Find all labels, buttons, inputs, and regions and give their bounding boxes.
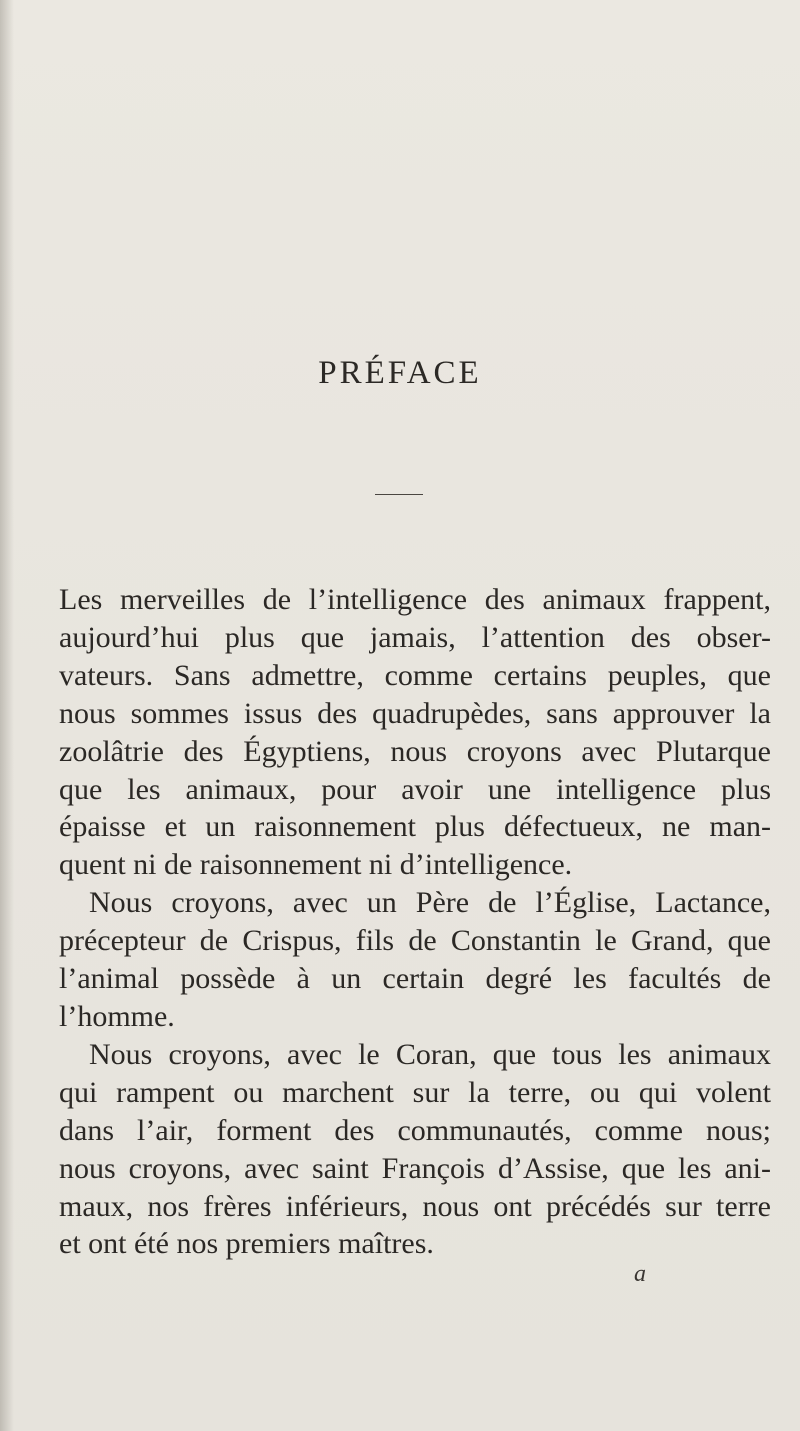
signature-mark: a — [634, 1261, 646, 1287]
text-line: nous sommes issus des quadrupèdes, sans approuver la — [59, 696, 771, 730]
text-line: qui rampent ou marchent sur la terre, ou qui volent — [59, 1075, 771, 1109]
text-line: que les animaux, pour avoir une intelligence plus — [59, 772, 771, 806]
text-line: nous croyons, avec saint François d’Assise, que les ani- — [59, 1151, 771, 1185]
text-line: vateurs. Sans admettre, comme certains peuples, que — [59, 658, 771, 692]
text-line: épaisse et un raisonnement plus défectueux, ne man- — [59, 810, 771, 844]
text-line: zoolâtrie des Égyptiens, nous croyons avec Plutarque — [59, 734, 771, 768]
text-line: maux, nos frères inférieurs, nous ont précédés sur terre — [59, 1189, 771, 1223]
text-line: précepteur de Crispus, fils de Constantin le Grand, que — [59, 924, 771, 958]
text-line: dans l’air, forment des communautés, comme nous; — [59, 1113, 771, 1147]
text-line: Les merveilles de l’intelligence des animaux frappent, — [59, 583, 771, 616]
text-line: aujourd’hui plus que jamais, l’attention des obser- — [59, 620, 771, 654]
text-line: l’animal possède à un certain degré les facultés de — [59, 962, 771, 996]
text-line: et ont été nos premiers maîtres. — [59, 1227, 434, 1261]
preface-body — [59, 581, 771, 1263]
text-line: l’homme. — [59, 999, 175, 1033]
page-title: PRÉFACE — [318, 355, 482, 391]
page-gutter-shadow — [0, 0, 14, 1431]
title-rule — [375, 494, 423, 495]
text-line: quent ni de raisonnement ni d’intelligence. — [59, 848, 573, 882]
text-line: Nous croyons, avec le Coran, que tous les animaux — [89, 1037, 771, 1071]
text-line: Nous croyons, avec un Père de l’Église, Lactance, — [89, 886, 771, 920]
